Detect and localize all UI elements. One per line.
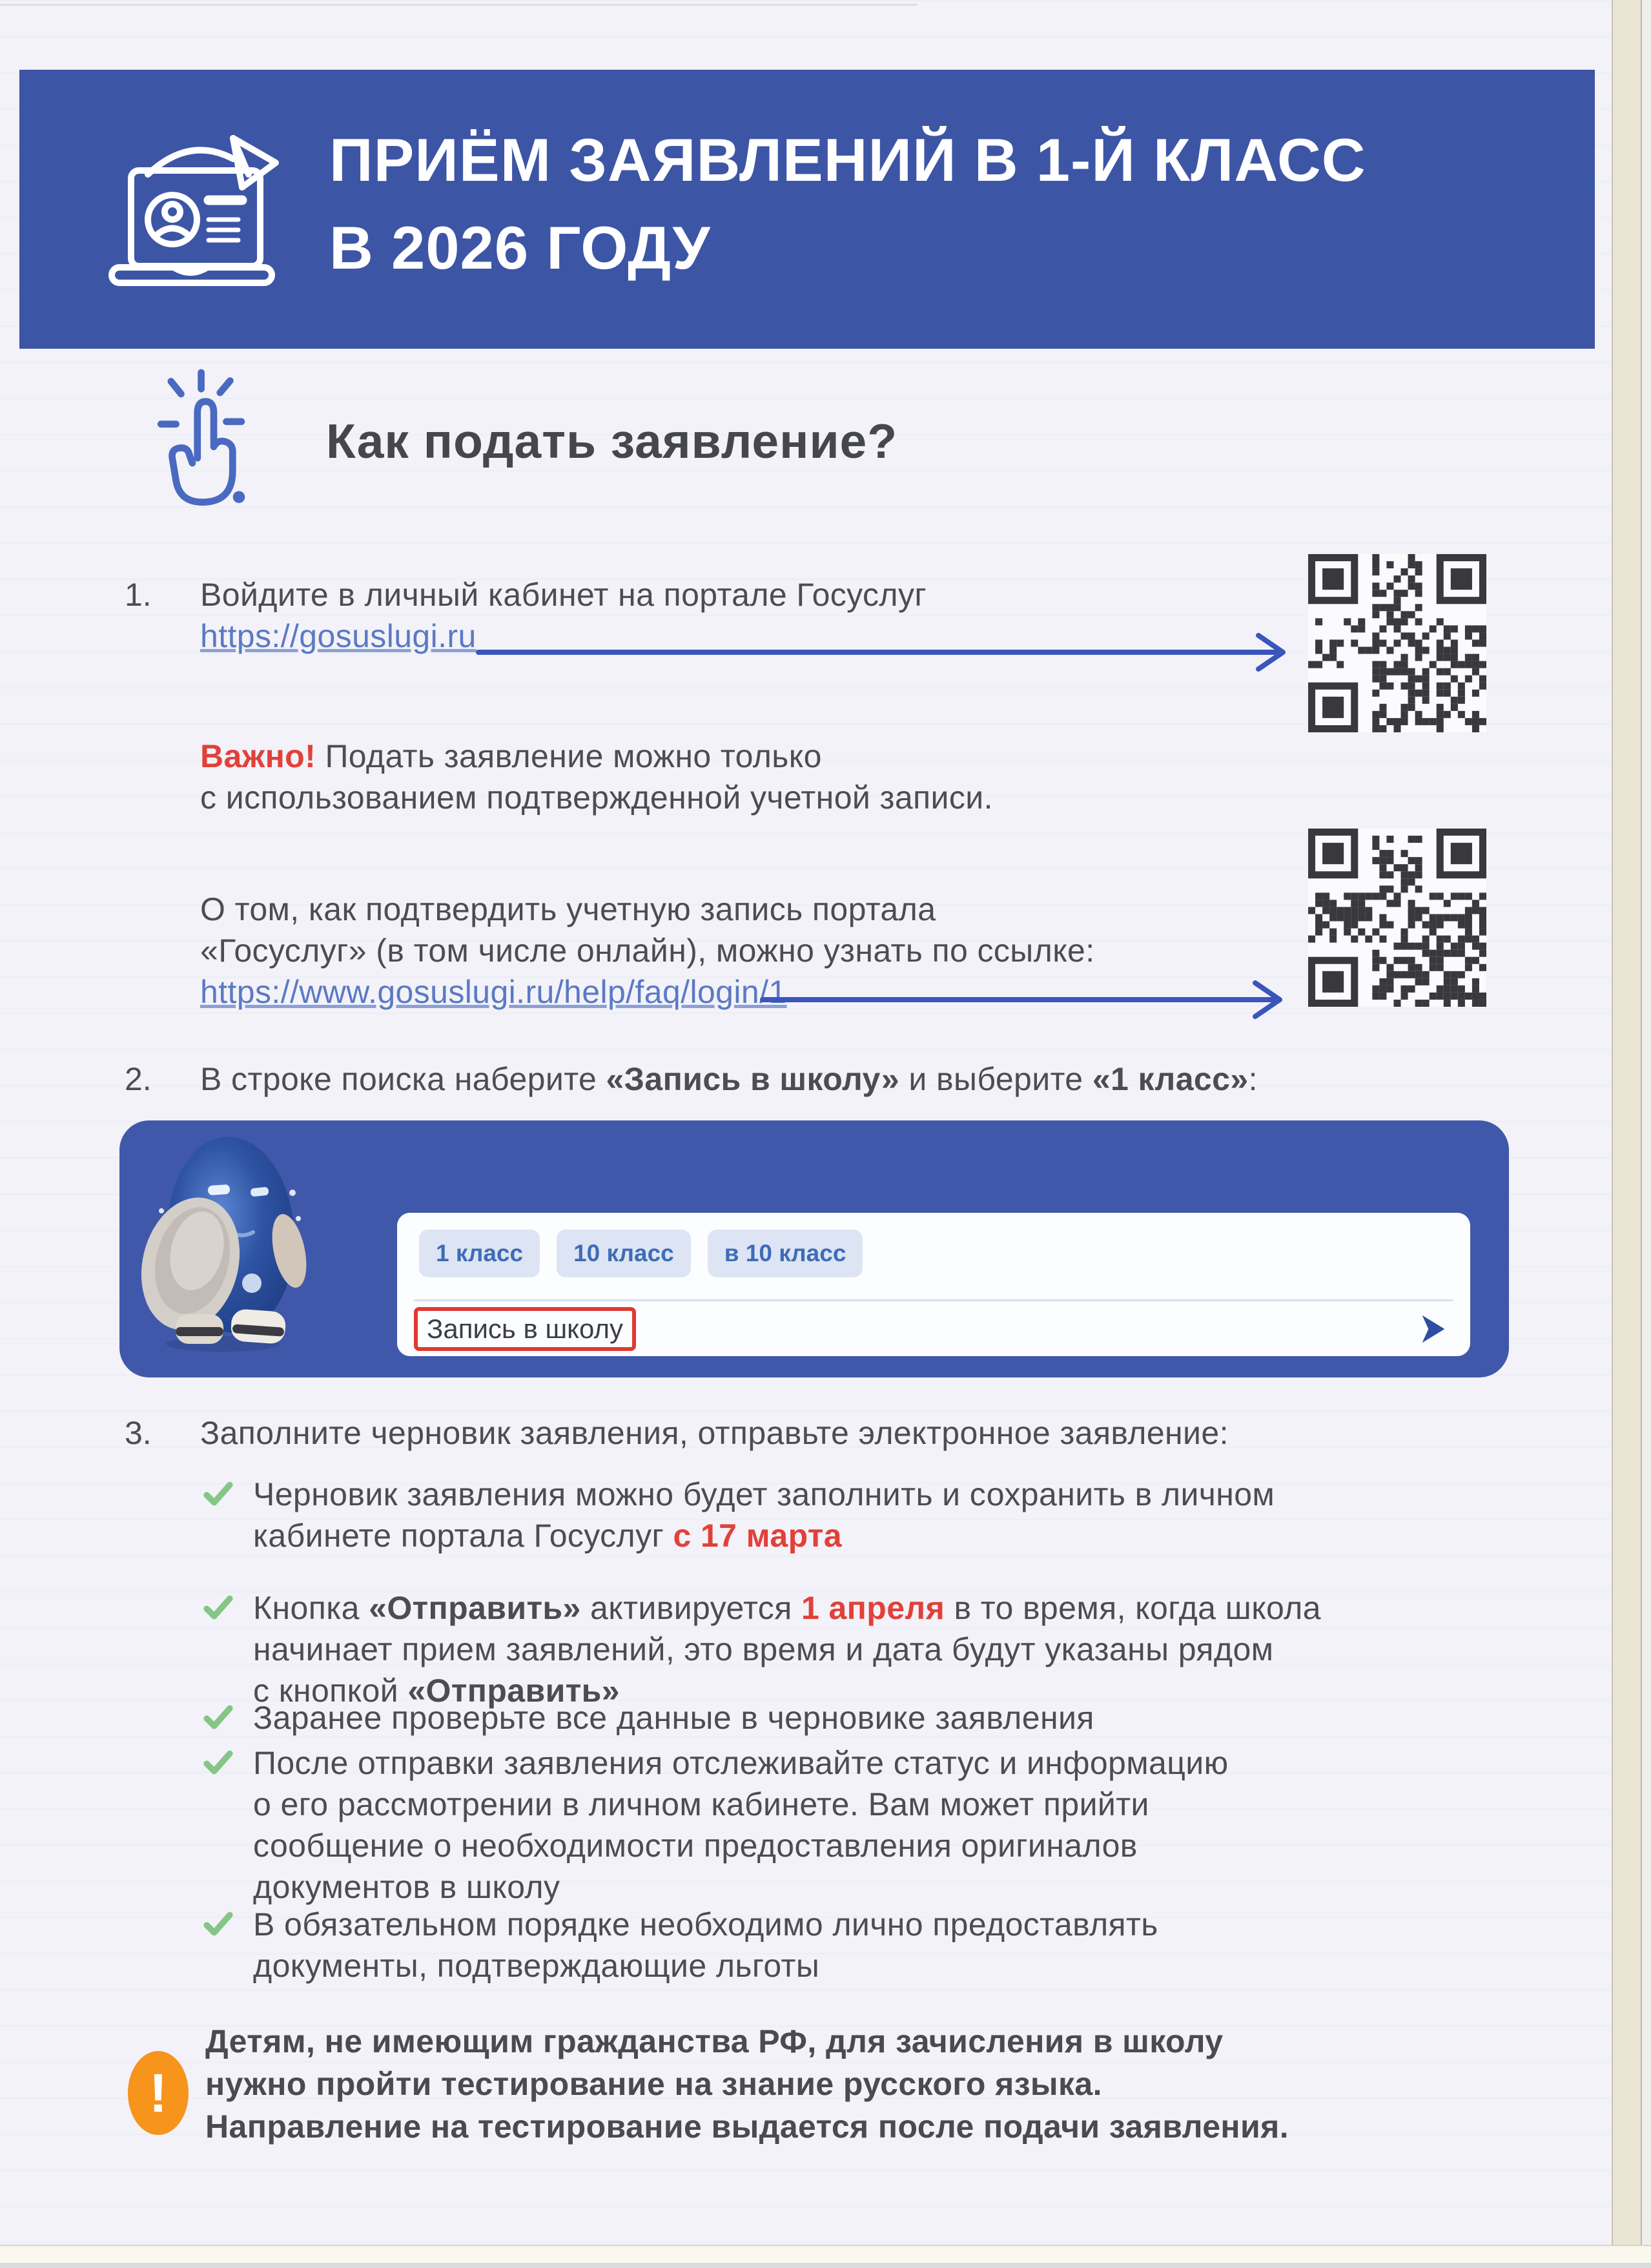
bullet-send-l3a: с кнопкой bbox=[253, 1673, 408, 1709]
bullet-status-line4: документов в школу bbox=[253, 1869, 560, 1905]
check-icon bbox=[203, 1749, 234, 1776]
warning-line3: Направление на тестирование выдается после подачи заявления. bbox=[205, 2108, 1289, 2145]
bullet-status-line1: После отправки заявления отслеживайте статус и информацию bbox=[253, 1745, 1229, 1781]
bullet-send-line1 bbox=[253, 1587, 1321, 1629]
important-label: Важно! bbox=[200, 738, 316, 774]
step2-prefix: В строке поиска наберите bbox=[200, 1061, 606, 1097]
bullet-draft-line2 bbox=[253, 1515, 1275, 1556]
search-panel bbox=[397, 1213, 1470, 1356]
tap-hand-icon bbox=[143, 362, 263, 523]
bullet-status-line3: сообщение о необходимости предоставления оригиналов bbox=[253, 1828, 1138, 1864]
bullet-benefits bbox=[253, 1904, 1158, 1986]
warning-line2: нужно пройти тестирование на знание русского языка. bbox=[205, 2066, 1102, 2102]
scan-edge-right-outer bbox=[1641, 0, 1651, 2268]
check-icon bbox=[203, 1704, 234, 1731]
step2-number: 2. bbox=[125, 1061, 152, 1097]
header-banner bbox=[19, 70, 1595, 349]
bullet-draft bbox=[253, 1474, 1275, 1556]
search-row bbox=[414, 1307, 1451, 1351]
scan-edge-bottom-outer bbox=[0, 2263, 1651, 2268]
robot-mascot bbox=[136, 1128, 310, 1354]
arrow-right-icon-2 bbox=[759, 976, 1304, 1025]
suggestion-chips bbox=[419, 1230, 863, 1277]
page-title-line2: В 2026 ГОДУ bbox=[329, 214, 711, 282]
bullet-send-l1a: Кнопка bbox=[253, 1590, 369, 1626]
chip-10-klass: 10 класс bbox=[557, 1230, 691, 1277]
check-icon bbox=[203, 1910, 234, 1937]
submit-chevron-icon bbox=[1416, 1312, 1451, 1346]
bullet-verify-line: Заранее проверьте все данные в черновике заявления bbox=[253, 1700, 1094, 1736]
laptop-send-icon bbox=[103, 128, 297, 302]
bullet-send-l1c: активируется bbox=[580, 1590, 801, 1626]
search-ui-card bbox=[119, 1120, 1509, 1377]
bullet-status-line2: о его рассмотрении в личном кабинете. Вам может прийти bbox=[253, 1786, 1149, 1822]
page-title-line1: ПРИЁМ ЗАЯВЛЕНИЙ В 1-Й КЛАСС bbox=[329, 126, 1366, 194]
scan-edge-right bbox=[1612, 0, 1642, 2268]
search-input-value: Запись в школу bbox=[414, 1307, 636, 1351]
chip-1-klass: 1 класс bbox=[419, 1230, 540, 1277]
bullet-benefits-line1: В обязательном порядке необходимо лично предоставлять bbox=[253, 1906, 1158, 1943]
step2-text bbox=[200, 1059, 1258, 1099]
arrow-right-icon bbox=[475, 629, 1307, 677]
step1-text: Войдите в личный кабинет на портале Госуслуг bbox=[200, 577, 927, 613]
bullet-send-l1b: «Отправить» bbox=[369, 1590, 581, 1626]
bullet-send-button bbox=[253, 1587, 1321, 1711]
chip-v-10-klass: в 10 класс bbox=[708, 1230, 863, 1277]
bullet-send-line2: начинает прием заявлений, это время и дата будут указаны рядом bbox=[253, 1631, 1274, 1667]
warning-text bbox=[205, 2020, 1289, 2148]
bullet-send-date: 1 апреля bbox=[801, 1590, 945, 1626]
qr-code-account-help bbox=[1308, 829, 1486, 1007]
exclamation-icon bbox=[128, 2051, 189, 2135]
qr-code-gosuslugi bbox=[1308, 554, 1486, 732]
check-icon bbox=[203, 1480, 234, 1507]
bullet-benefits-line2: документы, подтверждающие льготы bbox=[253, 1948, 820, 1984]
page-title bbox=[329, 116, 1366, 292]
step3-number: 3. bbox=[125, 1415, 152, 1451]
confirm-line1: О том, как подтвердить учетную запись портала bbox=[200, 891, 936, 927]
bullet-verify bbox=[253, 1697, 1094, 1738]
step2-search-term: «Запись в школу» bbox=[606, 1061, 900, 1097]
step2-grade: «1 класс» bbox=[1092, 1061, 1249, 1097]
confirm-link-line bbox=[200, 972, 787, 1012]
confirm-line2: «Госуслуг» (в том числе онлайн), можно узнать по ссылке: bbox=[200, 933, 1095, 969]
bullet-send-l1e: в то время, когда школа bbox=[945, 1590, 1321, 1626]
step2-middle: и выберите bbox=[899, 1061, 1092, 1097]
gosuslugi-link[interactable]: https://gosuslugi.ru bbox=[200, 618, 477, 654]
exclamation-glyph: ! bbox=[149, 2062, 167, 2123]
step2-suffix: : bbox=[1248, 1061, 1258, 1097]
important-line2: с использованием подтвержденной учетной записи. bbox=[200, 779, 993, 816]
scan-edge-bottom bbox=[0, 2245, 1651, 2263]
warning-line1: Детям, не имеющим гражданства РФ, для зачисления в школу bbox=[205, 2023, 1224, 2059]
scan-edge-top bbox=[0, 4, 917, 6]
important-line1 bbox=[200, 736, 822, 776]
divider bbox=[414, 1299, 1453, 1301]
step3-title: Заполните черновик заявления, отправьте электронное заявление: bbox=[200, 1415, 1229, 1451]
bullet-draft-line2-text: кабинете портала Госуслуг bbox=[253, 1518, 673, 1554]
bullet-status bbox=[253, 1742, 1229, 1908]
bullet-draft-date: с 17 марта bbox=[673, 1518, 842, 1554]
bullet-draft-line1: Черновик заявления можно будет заполнить и сохранить в личном bbox=[253, 1476, 1275, 1512]
important-text: Подать заявление можно только bbox=[316, 738, 822, 774]
check-icon bbox=[203, 1594, 234, 1621]
step1-link-line bbox=[200, 616, 477, 656]
section-heading: Как подать заявление? bbox=[326, 414, 898, 468]
step1-number: 1. bbox=[125, 577, 152, 613]
bullet-send-l3b: «Отправить» bbox=[407, 1673, 620, 1709]
account-help-link[interactable]: https://www.gosuslugi.ru/help/faq/login/1 bbox=[200, 974, 787, 1010]
